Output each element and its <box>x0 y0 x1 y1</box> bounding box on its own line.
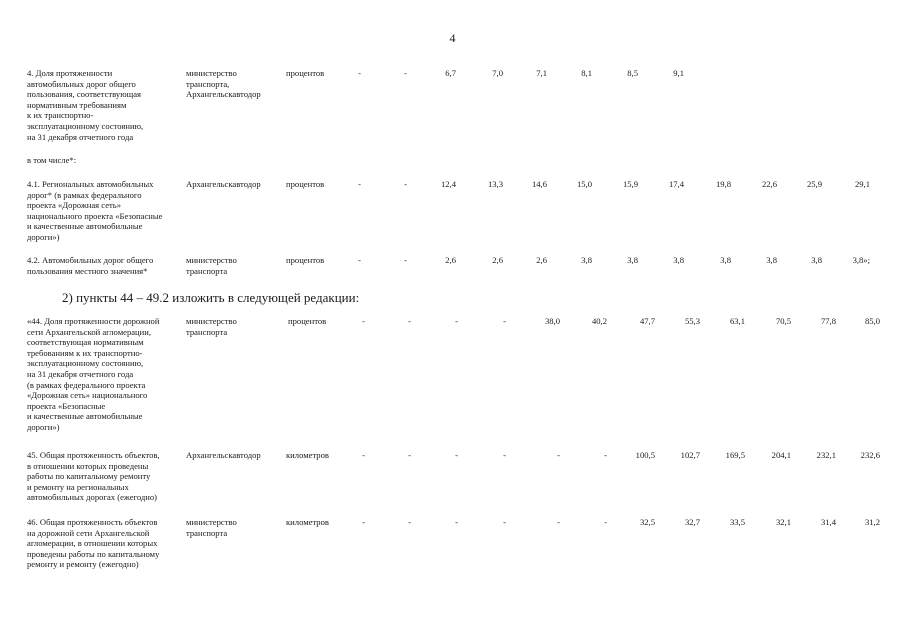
row-4-2-value: 3,8 <box>673 255 684 265</box>
row-46-value: 32,5 <box>639 517 655 527</box>
page-number: 4 <box>449 31 456 45</box>
row-46-value: - <box>557 517 560 527</box>
row-44-value: - <box>362 316 365 326</box>
row-46-value: - <box>408 517 411 527</box>
row-4-value: 9,1 <box>673 68 684 78</box>
row-4-2-value: 3,8»; <box>852 255 870 265</box>
row-46-value: 32,7 <box>684 517 700 527</box>
row-4-1-value: - <box>404 179 407 189</box>
row-45-value: - <box>557 450 560 460</box>
row-45-value: 232,1 <box>816 450 836 460</box>
row-4-2-value: 2,6 <box>492 255 503 265</box>
row-44-value: - <box>455 316 458 326</box>
row-44-executor: министерство транспорта <box>186 316 237 337</box>
row-4-value: 7,0 <box>492 68 503 78</box>
row-46-value: - <box>503 517 506 527</box>
row-4-1-value: 25,9 <box>806 179 822 189</box>
row-45-unit: километров <box>286 450 329 460</box>
row-45-value: 232,6 <box>860 450 880 460</box>
row-4-2-value: 3,8 <box>627 255 638 265</box>
row-4-executor: министерство транспорта, Архангельскавтодор <box>186 68 261 100</box>
row-44-name: «44. Доля протяженности дорожной сети Архангельской агломерации, соответствующая нормативным требованиям к их транспортно- эксплуатационному состоянию, на 31 декабря отчетного года (в рамках федерального проекта «Дорожная сеть» национального проекта «Безопасные и качественные автомобильные дороги») <box>27 316 160 432</box>
row-4-2-unit: процентов <box>286 255 325 265</box>
row-45-value: 100,5 <box>635 450 655 460</box>
subheader: в том числе*: <box>27 155 77 165</box>
row-4-2-name: 4.2. Автомобильных дорог общего пользования местного значения* <box>27 255 154 276</box>
row-4-value: 6,7 <box>445 68 456 78</box>
row-46-value: - <box>362 517 365 527</box>
row-4-1-value: 22,6 <box>761 179 777 189</box>
row-46-value: 32,1 <box>775 517 791 527</box>
row-4-1-name: 4.1. Региональных автомобильных дорог* (в рамках федерального проекта «Дорожная сеть» национального проекта «Безопасные и качественные автомобильные дороги») <box>27 179 163 242</box>
row-45-value: 204,1 <box>771 450 791 460</box>
row-4-2-value: 2,6 <box>536 255 547 265</box>
row-45-executor: Архангельскавтодор <box>186 450 261 460</box>
row-4-1-value: 12,4 <box>440 179 456 189</box>
row-4-1-executor: Архангельскавтодор <box>186 179 261 189</box>
row-44-value: 70,5 <box>775 316 791 326</box>
row-46-value: - <box>604 517 607 527</box>
row-46-value: 31,2 <box>864 517 880 527</box>
row-4-value: - <box>404 68 407 78</box>
row-44-value: 38,0 <box>544 316 560 326</box>
row-45-value: - <box>604 450 607 460</box>
row-4-value: 8,5 <box>627 68 638 78</box>
row-4-1-value: 17,4 <box>668 179 684 189</box>
row-44-value: 40,2 <box>591 316 607 326</box>
row-4-2-value: - <box>358 255 361 265</box>
row-4-value: - <box>358 68 361 78</box>
row-4-1-value: 29,1 <box>854 179 870 189</box>
section-heading: 2) пункты 44 – 49.2 изложить в следующей редакции: <box>62 290 360 305</box>
row-45-value: - <box>408 450 411 460</box>
row-4-1-value: 13,3 <box>487 179 503 189</box>
row-44-value: 47,7 <box>639 316 655 326</box>
row-4-2-value: 3,8 <box>811 255 822 265</box>
row-45-value: 102,7 <box>680 450 700 460</box>
row-46-executor: министерство транспорта <box>186 517 237 538</box>
row-46-value: 31,4 <box>820 517 836 527</box>
row-4-2-value: - <box>404 255 407 265</box>
row-44-value: 55,3 <box>684 316 700 326</box>
row-4-2-value: 3,8 <box>766 255 777 265</box>
row-4-1-unit: процентов <box>286 179 325 189</box>
row-46-value: - <box>455 517 458 527</box>
row-4-1-value: 19,8 <box>715 179 731 189</box>
row-44-value: 85,0 <box>864 316 880 326</box>
row-4-2-value: 3,8 <box>581 255 592 265</box>
row-45-name: 45. Общая протяженность объектов, в отношении которых проведены работы по капитальному ремонту и ремонту на региональных автомобильных дорогах (ежегодно) <box>27 450 160 503</box>
row-45-value: 169,5 <box>725 450 745 460</box>
row-45-value: - <box>503 450 506 460</box>
row-4-value: 8,1 <box>581 68 592 78</box>
row-4-2-value: 3,8 <box>720 255 731 265</box>
row-4-value: 7,1 <box>536 68 547 78</box>
row-44-value: 63,1 <box>729 316 745 326</box>
row-4-1-value: 14,6 <box>531 179 547 189</box>
row-46-unit: километров <box>286 517 329 527</box>
row-4-unit: процентов <box>286 68 325 78</box>
row-44-value: 77,8 <box>820 316 836 326</box>
row-44-value: - <box>503 316 506 326</box>
row-4-1-value: 15,9 <box>622 179 638 189</box>
row-44-value: - <box>408 316 411 326</box>
row-4-1-value: 15,0 <box>576 179 592 189</box>
row-46-value: 33,5 <box>729 517 745 527</box>
row-44-unit: процентов <box>288 316 327 326</box>
row-46-name: 46. Общая протяженность объектов на дорожной сети Архангельской агломерации, в отношении которых проведены работы по капитальному ремонту и ремонту (ежегодно) <box>27 517 160 570</box>
row-4-1-value: - <box>358 179 361 189</box>
row-4-2-value: 2,6 <box>445 255 456 265</box>
row-4-2-executor: министерство транспорта <box>186 255 237 276</box>
row-4-name: 4. Доля протяженности автомобильных дорог общего пользования, соответствующая нормативным требованиям к их транспортно- эксплуатационному состоянию, на 31 декабря отчетного года <box>27 68 144 142</box>
row-45-value: - <box>362 450 365 460</box>
row-45-value: - <box>455 450 458 460</box>
